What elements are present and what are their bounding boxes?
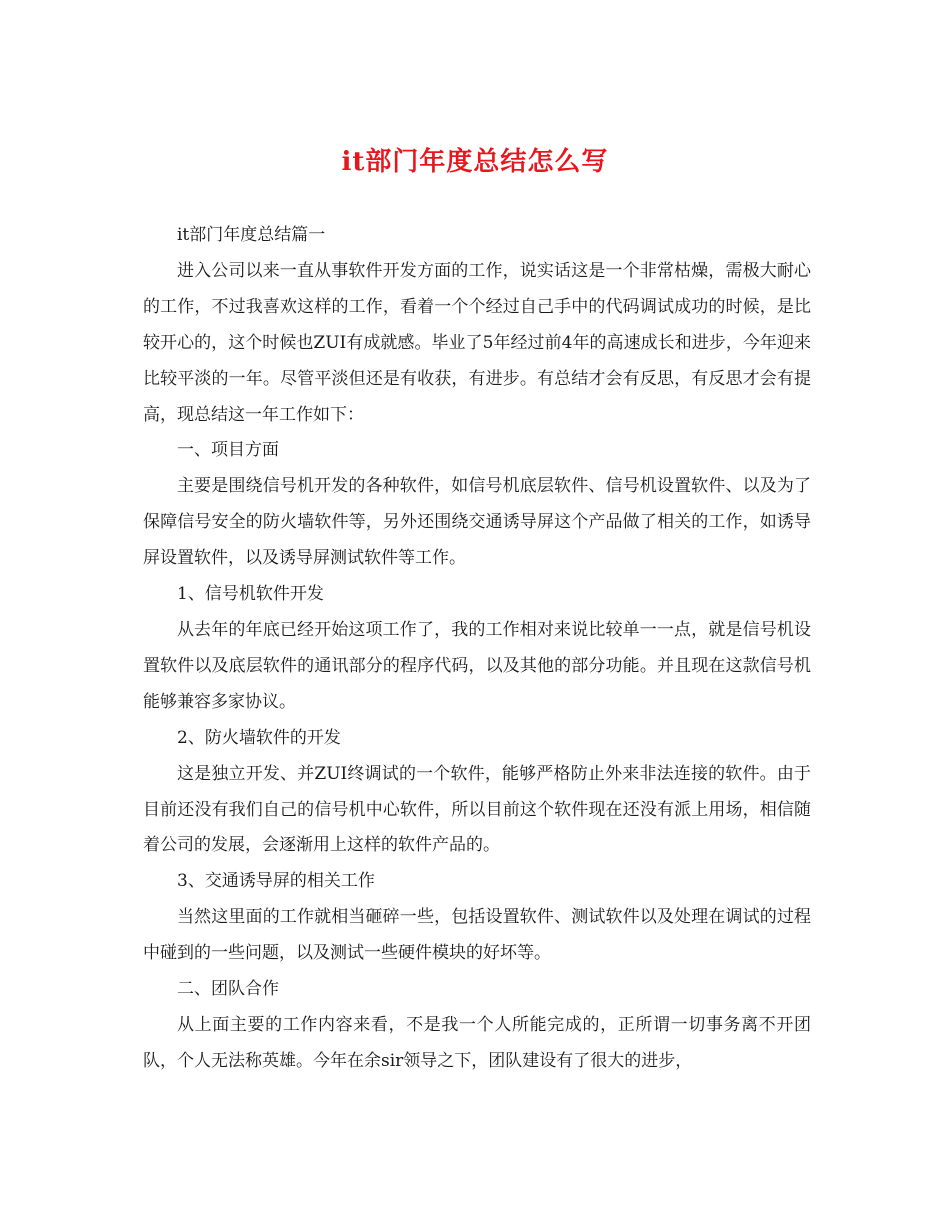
document-body [143,218,811,1080]
paragraph-heading-part-one: it部门年度总结篇一 [177,225,326,245]
subheading-signal-software: 1、信号机软件开发 [177,584,324,605]
paragraph-intro: 进入公司以来一直从事软件开发方面的工作，说实话这是一个非常枯燥，需极大耐心的工作，不过我喜欢这样的工作，看着一个个经过自己手中的代码调试成功的时候，是比较开心的，这个时候也ZUI有成就感。毕业了5年经过前4年的高速成长和进步，今年迎来比较平淡的一年。尽管平淡但还是有收获，有进步。有总结才会有反思，有反思才会有提高，现总结这一年工作如下： [143,260,811,425]
subheading-guidance-screen: 3、交通诱导屏的相关工作 [177,871,375,892]
section-heading-projects: 一、项目方面 [177,440,279,461]
paragraph-signal-software: 从去年的年底已经开始这项工作了，我的工作相对来说比较单一一点，就是信号机设置软件以及底层软件的通讯部分的程序代码，以及其他的部分功能。并且现在这款信号机能够兼容多家协议。 [143,619,811,712]
document-title: it部门年度总结怎么写 [341,147,609,177]
paragraph-guidance-screen: 当然这里面的工作就相当砸碎一些，包括设置软件、测试软件以及处理在调试的过程中碰到的一些问题，以及测试一些硬件模块的好坏等。 [143,907,811,964]
paragraph-teamwork: 从上面主要的工作内容来看，不是我一个人所能完成的，正所谓一切事务离不开团队，个人无法称英雄。今年在余sir领导之下，团队建设有了很大的进步， [143,1014,811,1071]
section-heading-teamwork: 二、团队合作 [177,979,279,1000]
paragraph-projects: 主要是围绕信号机开发的各种软件，如信号机底层软件、信号机设置软件、以及为了保障信号安全的防火墙软件等，另外还围绕交通诱导屏这个产品做了相关的工作，如诱导屏设置软件，以及诱导屏测试软件等工作。 [143,476,811,569]
subheading-firewall: 2、防火墙软件的开发 [177,727,341,748]
paragraph-firewall: 这是独立开发、并ZUI终调试的一个软件，能够严格防止外来非法连接的软件。由于目前还没有我们自己的信号机中心软件，所以目前这个软件现在还没有派上用场，相信随着公司的发展，会逐渐用上这样的软件产品的。 [143,763,811,856]
